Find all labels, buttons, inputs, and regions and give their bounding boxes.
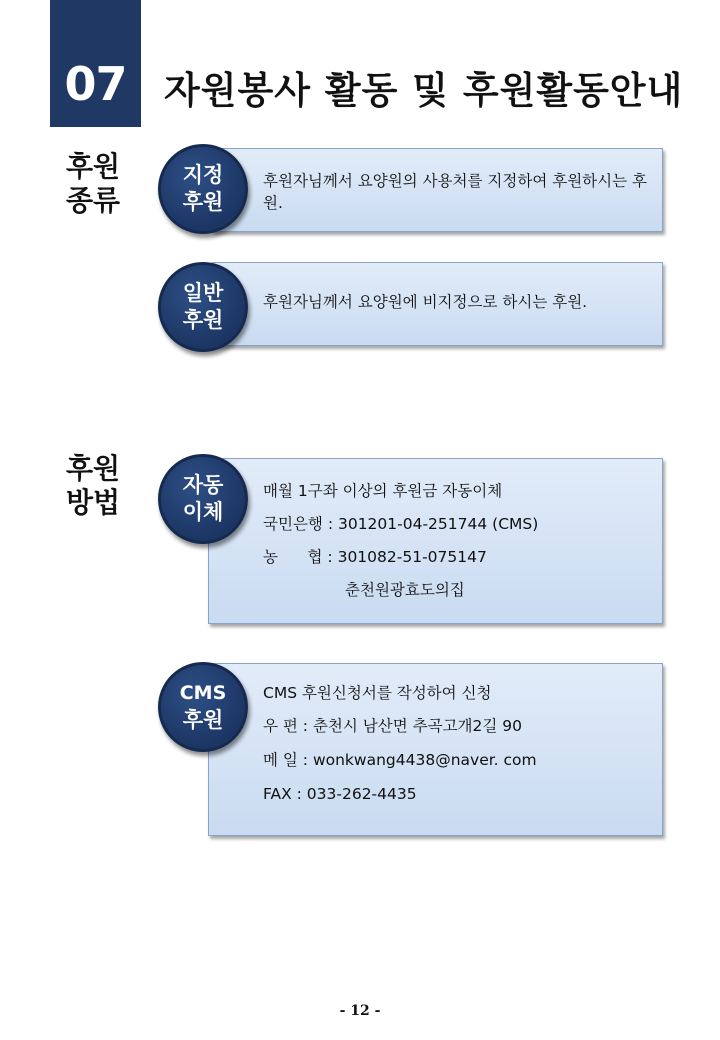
circle-line: 일반 [182,281,224,305]
auto-line-kb-account: 국민은행 : 301201-04-251744 (CMS) [263,515,539,533]
cms-line-fax: FAX : 033-262-4435 [263,785,417,803]
circle-line: 후원 [182,308,224,332]
designated-text: 후원자님께서 요양원의 사용처를 지정하여 후원하시는 후원. [263,172,647,212]
general-circle [158,262,248,352]
cms-line-email: 메 일 : wonkwang4438@naver. com [263,751,537,769]
section-label-line: 방법 [66,486,121,519]
circle-line: 자동 [182,473,224,497]
auto-line-nh-account: 농 협 : 301082-51-075147 [263,548,487,566]
circle-line: CMS [179,682,227,704]
circle-line: 후원 [182,190,224,214]
section-label-line: 후원 [66,150,121,183]
auto-transfer-circle [158,454,248,544]
section-label-types [66,150,136,218]
circle-line: 지정 [182,163,224,187]
circle-line: 후원 [182,708,224,732]
auto-line-account-holder: 춘천원광효도의집 [345,581,465,599]
cms-line-1: CMS 후원신청서를 작성하여 신청 [263,684,492,702]
cms-line-address: 우 편 : 춘천시 남산면 추곡고개2길 90 [263,717,523,735]
page-title: 자원봉사 활동 및 후원활동안내 [164,69,684,112]
section-label-line: 후원 [66,452,121,485]
auto-line-1: 매월 1구좌 이상의 후원금 자동이체 [263,482,503,500]
section-label-methods [66,452,136,520]
cms-circle [158,662,248,752]
designated-circle [158,144,248,234]
page-number: - 12 - [339,1003,381,1019]
general-text: 후원자님께서 요양원에 비지정으로 하시는 후원. [263,293,588,311]
section-label-line: 종류 [66,184,121,217]
section-number: 07 [50,0,141,127]
circle-line: 이체 [182,500,224,524]
